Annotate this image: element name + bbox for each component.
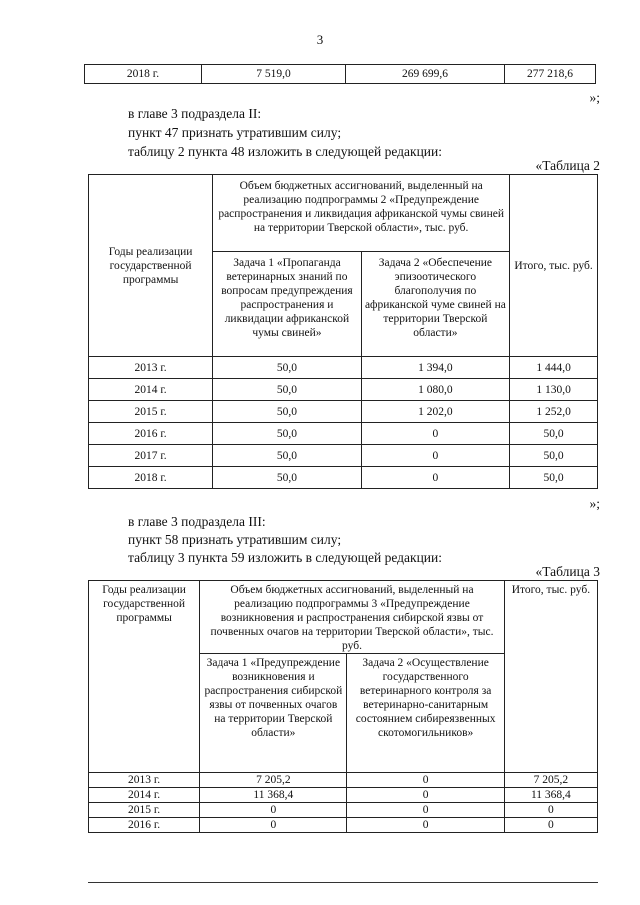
- table-cell: 50,0: [213, 423, 361, 445]
- header-total: Итого, тыс. руб.: [504, 581, 597, 773]
- table-cell: 2015 г.: [89, 803, 200, 818]
- table-cell: 0: [347, 773, 504, 788]
- table-cell: 50,0: [213, 467, 361, 489]
- table-cell: 7 205,2: [504, 773, 597, 788]
- table-cell: 2018 г.: [85, 65, 202, 84]
- page-number: 3: [316, 32, 324, 47]
- table-caption: «Таблица 2: [535, 158, 600, 173]
- table-row: [89, 445, 598, 467]
- table-cell: 0: [361, 445, 509, 467]
- table-header-row: [89, 581, 598, 654]
- table-cell: 2018 г.: [89, 467, 213, 489]
- table-cell: 50,0: [510, 445, 598, 467]
- table-cell: 7 519,0: [202, 65, 346, 84]
- instruction-line: таблицу 2 пункта 48 изложить в следующей редакции:: [128, 144, 442, 159]
- header-years: Годы реализации государственной программы: [89, 175, 213, 357]
- table-row: [89, 379, 598, 401]
- table-cell: 7 205,2: [200, 773, 347, 788]
- instruction-line: в главе 3 подраздела III:: [128, 514, 266, 529]
- table-cell: 1 252,0: [510, 401, 598, 423]
- table-cell: 2016 г.: [89, 423, 213, 445]
- table-row: [89, 357, 598, 379]
- table-cell: 0: [347, 788, 504, 803]
- closing-quote: »;: [589, 496, 600, 511]
- instruction-line: таблицу 3 пункта 59 изложить в следующей редакции:: [128, 550, 442, 565]
- table-caption: «Таблица 3: [535, 564, 600, 579]
- table-cell: 0: [361, 467, 509, 489]
- table-cell: 277 218,6: [505, 65, 596, 84]
- table-row: [85, 65, 596, 84]
- table-cell: 1 202,0: [361, 401, 509, 423]
- instruction-line: пункт 47 признать утратившим силу;: [128, 125, 342, 140]
- table-3: [88, 580, 598, 833]
- table-cell: 1 394,0: [361, 357, 509, 379]
- table-cell: 50,0: [213, 445, 361, 467]
- table-cell: 50,0: [510, 467, 598, 489]
- header-budget: Объем бюджетных ассигнований, выделенный на реализацию подпрограммы 3 «Предупреждение возникновения и распространения сибирской язвы от почвенных очагов на территории Тверской области», тыс. руб.: [200, 581, 505, 654]
- table-cell: 2016 г.: [89, 818, 200, 833]
- closing-quote: »;: [589, 90, 600, 105]
- table-cell: 269 699,6: [346, 65, 505, 84]
- table-cell: 2017 г.: [89, 445, 213, 467]
- table-cell: 50,0: [510, 423, 598, 445]
- table-cell: 2013 г.: [89, 773, 200, 788]
- table-cell: 0: [347, 803, 504, 818]
- table-cell: 11 368,4: [504, 788, 597, 803]
- table-row: [89, 773, 598, 788]
- table-cell: 50,0: [213, 379, 361, 401]
- header-task-1: Задача 1 «Предупреждение возникновения и распространения сибирской язвы от почвенных очагов на территории Тверской области»: [200, 654, 347, 773]
- table-cell: 0: [347, 818, 504, 833]
- table-cell: 2014 г.: [89, 379, 213, 401]
- table-cell: 2015 г.: [89, 401, 213, 423]
- table-row: [89, 818, 598, 833]
- header-task-2: Задача 2 «Осуществление государственного ветеринарного контроля за ветеринарно-санитарным состоянием сибиреязвенных скотомогильников»: [347, 654, 504, 773]
- header-budget: Объем бюджетных ассигнований, выделенный на реализацию подпрограммы 2 «Предупреждение распространения и ликвидация африканской чумы свиней на территории Тверской области», тыс. руб.: [213, 175, 510, 252]
- header-total: Итого, тыс. руб.: [510, 175, 598, 357]
- table-cell: 0: [200, 818, 347, 833]
- table-row: [89, 467, 598, 489]
- table-cell: 0: [504, 803, 597, 818]
- table-row: [89, 401, 598, 423]
- table-cell: 50,0: [213, 401, 361, 423]
- header-task-2: Задача 2 «Обеспечение эпизоотического благополучия по африканской чуме свиней на территории Тверской области»: [361, 252, 509, 357]
- instruction-line: в главе 3 подраздела II:: [128, 106, 262, 121]
- header-years: Годы реализации государственной программы: [89, 581, 200, 773]
- table-header-row: [89, 175, 598, 252]
- table-row: [89, 803, 598, 818]
- table-cell: 2013 г.: [89, 357, 213, 379]
- table-2: [88, 174, 598, 489]
- table-cell: 0: [200, 803, 347, 818]
- table-cell: 11 368,4: [200, 788, 347, 803]
- table-cell: 0: [361, 423, 509, 445]
- table-cell: 1 080,0: [361, 379, 509, 401]
- header-task-1: Задача 1 «Пропаганда ветеринарных знаний по вопросам предупреждения распространения и ликвидации африканской чумы свиней»: [213, 252, 361, 357]
- table-cell: 50,0: [213, 357, 361, 379]
- page-bottom-rule: [88, 882, 598, 883]
- table-cell: 0: [504, 818, 597, 833]
- table-cell: 1 444,0: [510, 357, 598, 379]
- table-cell: 2014 г.: [89, 788, 200, 803]
- instruction-line: пункт 58 признать утратившим силу;: [128, 532, 342, 547]
- table-row: [89, 423, 598, 445]
- table-1-continuation: [84, 64, 596, 84]
- table-row: [89, 788, 598, 803]
- table-cell: 1 130,0: [510, 379, 598, 401]
